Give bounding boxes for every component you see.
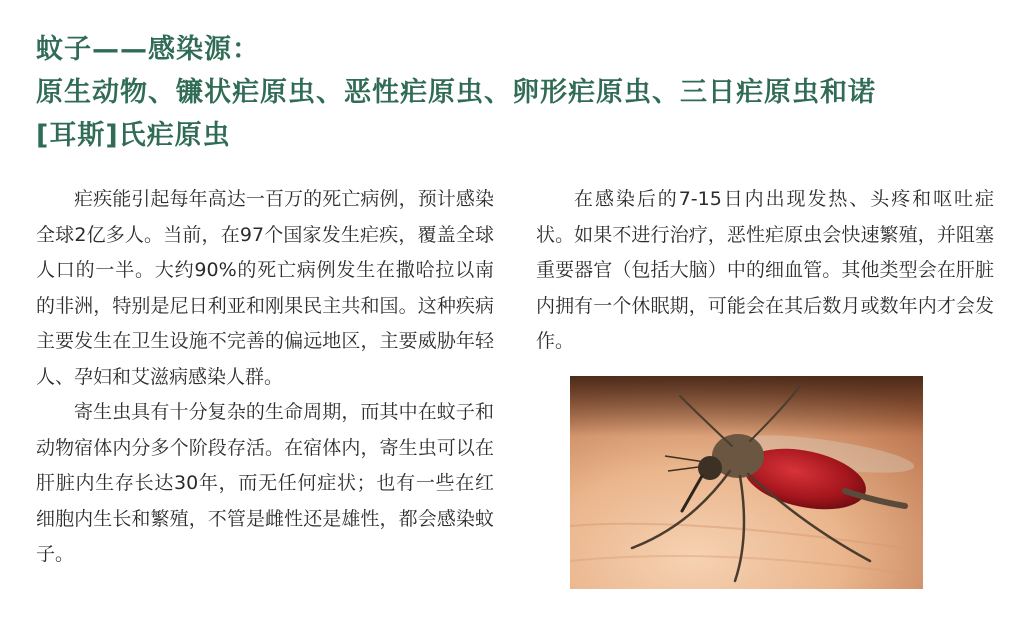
right-paragraph-1: 在感染后的7-15日内出现发热、头疼和呕吐症状。如果不进行治疗，恶性疟原虫会快速繁殖，并阻塞重要器官（包括大脑）中的细血管。其他类型会在肝脏内拥有一个休眠期，可能会在其后数月或数年内才会发作。 — [536, 188, 994, 352]
heading-line-1: 蚊子——感染源： — [36, 34, 260, 65]
left-paragraph-1: 疟疾能引起每年高达一百万的死亡病例，预计感染全球2亿多人。当前，在97个国家发生疟疾，覆盖全球人口的一半。大约90%的死亡病例发生在撒哈拉以南的非洲，特别是尼日利亚和刚果民主共和国。这种疾病主要发生在卫生设施不完善的偏远地区，主要威胁年轻人、孕妇和艾滋病感染人群。 — [36, 188, 494, 388]
heading-line-3: [耳斯]氏疟原虫 — [36, 120, 231, 151]
article-heading — [36, 28, 996, 157]
right-column — [536, 182, 994, 360]
left-paragraph-2: 寄生虫具有十分复杂的生命周期，而其中在蚊子和动物宿体内分多个阶段存活。在宿体内，寄生虫可以在肝脏内生存长达30年，而无任何症状；也有一些在红细胞内生长和繁殖，不管是雌性还是雄性，都会感染蚊子。 — [36, 401, 494, 565]
heading-line-2: 原生动物、镰状疟原虫、恶性疟原虫、卵形疟原虫、三日疟原虫和诺 — [36, 77, 876, 108]
mosquito-icon — [570, 376, 923, 589]
mosquito-photo — [570, 376, 923, 589]
left-column — [36, 182, 494, 573]
